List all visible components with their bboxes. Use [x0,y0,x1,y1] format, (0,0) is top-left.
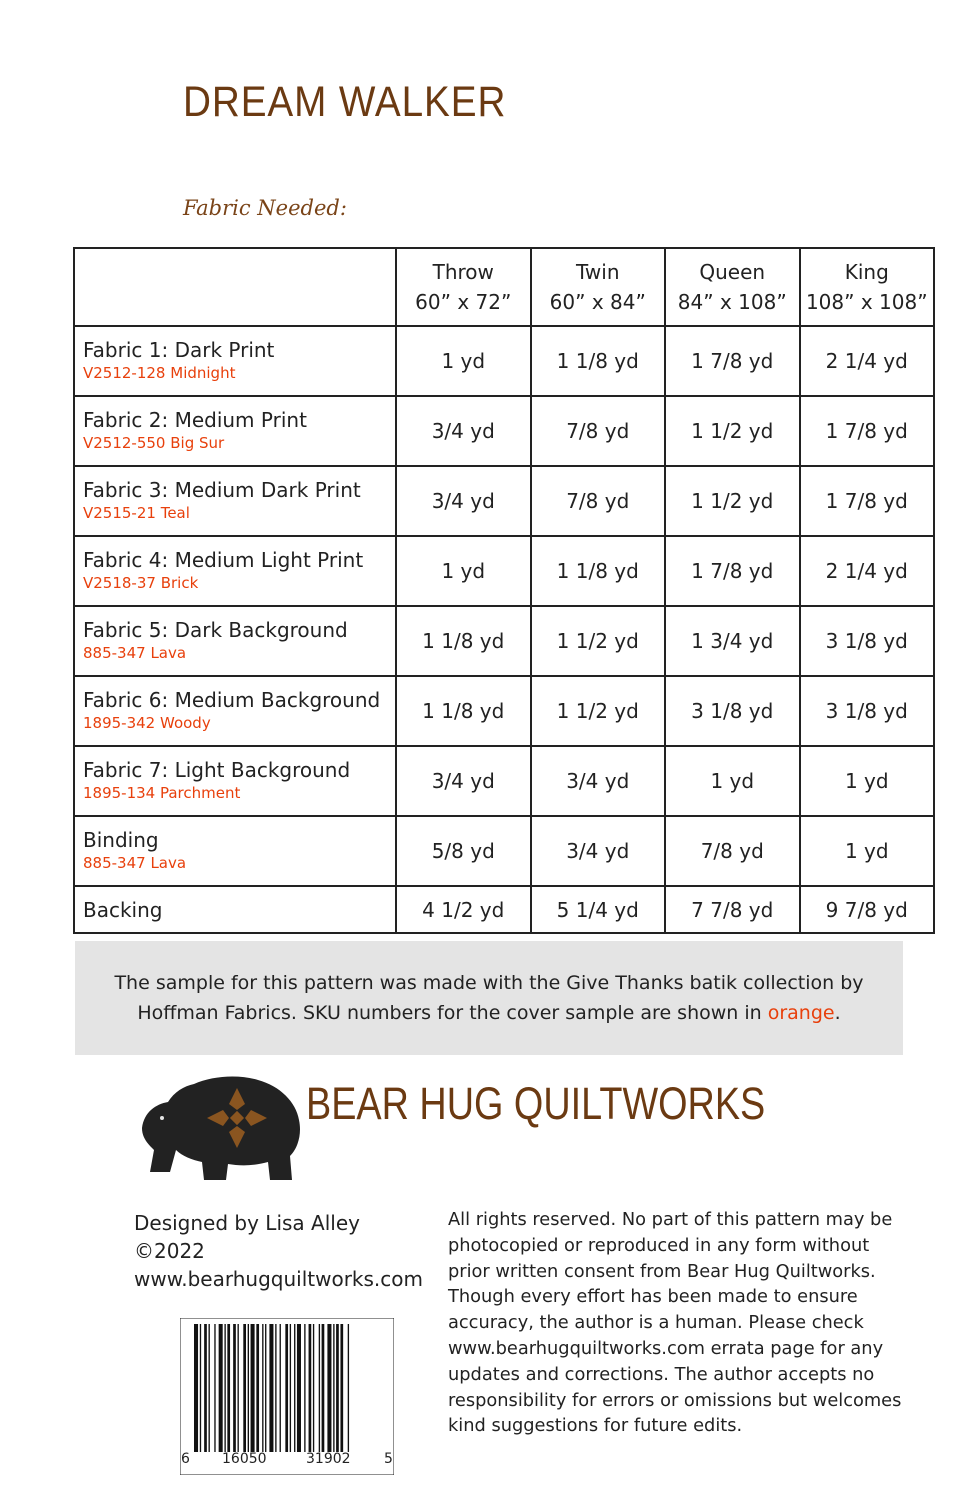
fabric-sku: V2512-128 Midnight [83,364,236,382]
barcode-bar [340,1324,343,1452]
barcode-bar [269,1324,273,1452]
yardage-cell: 1 yd [800,816,935,886]
yardage-cell: 1 1/2 yd [665,466,800,536]
yardage-cell: 1 yd [800,746,935,816]
fabric-sku: V2512-550 Big Sur [83,434,225,452]
fabric-name: Fabric 4: Medium Light Print [83,548,364,572]
barcode-bar [209,1324,210,1452]
yardage-cell: 3 1/8 yd [800,676,935,746]
fabric-name: Fabric 5: Dark Background [83,618,348,642]
fabric-label-cell [74,816,396,886]
yardage-cell: 1 7/8 yd [800,466,935,536]
fabric-sku: V2515-21 Teal [83,504,190,522]
fabric-name: Fabric 3: Medium Dark Print [83,478,361,502]
sample-note [75,941,903,1055]
fabric-label-cell [74,606,396,676]
barcode-bar [238,1324,239,1452]
barcode-bar [297,1324,301,1452]
yardage-cell: 3/4 yd [531,746,666,816]
fabric-label-cell [74,396,396,466]
barcode-bar [248,1324,249,1452]
header-blank-cell [74,248,396,326]
yardage-cell: 1 yd [665,746,800,816]
barcode-bar [200,1324,201,1452]
fabric-sku: 1895-134 Parchment [83,784,241,802]
yardage-cell: 1 1/8 yd [531,326,666,396]
note-line-1: The sample for this pattern was made with the Give Thanks batik collection by [114,972,864,994]
barcode-bar [214,1324,215,1452]
table-row [74,886,934,933]
barcode-bar [275,1324,276,1452]
barcode-digit-first: 6 [181,1451,190,1467]
website-link[interactable]: www.bearhugquiltworks.com [134,1267,423,1291]
barcode-bar [348,1324,349,1452]
yardage-cell: 5/8 yd [396,816,531,886]
barcode-bar [233,1324,236,1452]
yardage-cell: 1 7/8 yd [800,396,935,466]
yardage-cell: 2 1/4 yd [800,326,935,396]
yardage-cell: 1 7/8 yd [665,536,800,606]
barcode-bar [251,1324,255,1452]
table-row [74,326,934,396]
orange-word: orange [767,1002,835,1024]
yardage-cell: 1 yd [396,326,531,396]
barcode-bar [313,1324,314,1452]
pattern-title: DREAM WALKER [183,78,507,126]
table-row [74,606,934,676]
brand-name: BEAR HUG QUILTWORKS [306,1078,766,1129]
barcode-bar [204,1324,207,1452]
yardage-cell: 1 7/8 yd [665,326,800,396]
barcode-bar [194,1324,198,1452]
fabric-label-cell [74,326,396,396]
fabric-name: Fabric 7: Light Background [83,758,351,782]
yardage-cell: 5 1/4 yd [531,886,666,933]
barcode-bar [219,1324,223,1452]
yardage-cell: 3/4 yd [396,396,531,466]
fabric-label-cell [74,466,396,536]
barcode-bar [262,1324,263,1452]
barcode-bar [243,1324,246,1452]
yardage-cell: 3 1/8 yd [800,606,935,676]
header-king: King 108” x 108” [800,248,935,326]
yardage-cell: 3/4 yd [531,816,666,886]
header-queen: Queen 84” x 108” [665,248,800,326]
note-line-2: Hoffman Fabrics. SKU numbers for the cover sample are shown in orange. [137,1002,841,1024]
barcode-bar [290,1324,291,1452]
yardage-cell: 9 7/8 yd [800,886,935,933]
barcode-bar [294,1324,295,1452]
yardage-cell: 1 1/8 yd [531,536,666,606]
fabric-label-cell [74,746,396,816]
fabric-sku: 885-347 Lava [83,854,187,872]
table-row [74,816,934,886]
yardage-cell: 7 7/8 yd [665,886,800,933]
yardage-cell: 1 1/8 yd [396,606,531,676]
yardage-cell: 1 3/4 yd [665,606,800,676]
fabric-label-cell [74,536,396,606]
yardage-cell: 2 1/4 yd [800,536,935,606]
barcode-bar [280,1324,281,1452]
fabric-label-cell [74,886,396,933]
barcode-bar [333,1324,334,1452]
barcode-bar [227,1324,230,1452]
yardage-cell: 3/4 yd [396,746,531,816]
yardage-cell: 1 1/2 yd [665,396,800,466]
yardage-cell: 4 1/2 yd [396,886,531,933]
fabric-name: Fabric 1: Dark Print [83,338,275,362]
barcode-bar [322,1324,325,1452]
barcode-bar [224,1324,225,1452]
fabric-sku: V2518-37 Brick [83,574,199,592]
fabric-sku: 1895-342 Woody [83,714,211,732]
bear-logo-icon [134,1068,304,1188]
credits-block [134,1209,423,1293]
yardage-cell: 7/8 yd [531,396,666,466]
table-row [74,396,934,466]
designer-line: Designed by Lisa Alley [134,1211,360,1235]
table-row [74,746,934,816]
table-row [74,676,934,746]
header-throw: Throw 60” x 72” [396,248,531,326]
yardage-cell: 1 1/2 yd [531,676,666,746]
barcode-bar [265,1324,266,1452]
header-twin: Twin 60” x 84” [531,248,666,326]
barcode-bar [336,1324,339,1452]
yardage-cell: 3/4 yd [396,466,531,536]
yardage-cell: 1 1/2 yd [531,606,666,676]
barcode-bar [309,1324,312,1452]
yardage-cell: 7/8 yd [665,816,800,886]
yardage-cell: 7/8 yd [531,466,666,536]
barcode-bar [304,1324,305,1452]
fabric-needed-heading: Fabric Needed: [183,196,347,220]
table-row [74,466,934,536]
fabric-name: Backing [83,897,163,922]
barcode-digits-right: 31902 [306,1451,351,1467]
yardage-cell: 1 yd [396,536,531,606]
barcode-digit-last: 5 [384,1451,393,1467]
yardage-cell: 1 1/8 yd [396,676,531,746]
yardage-cell: 3 1/8 yd [665,676,800,746]
barcode-digits-left: 16050 [222,1451,267,1467]
table-header-row [74,248,934,326]
barcode-bar [327,1324,331,1452]
fabric-requirements-table [73,247,935,934]
fabric-name: Fabric 2: Medium Print [83,408,307,432]
barcode-image [180,1318,394,1475]
barcode-bar [285,1324,288,1452]
fabric-label-cell [74,676,396,746]
copyright-year: ©2022 [134,1239,205,1263]
table-row [74,536,934,606]
rights-notice: All rights reserved. No part of this pattern may be photocopied or reproduced in any form without prior written consent from Bear Hug Quiltworks. Though every effort has been made to ensure accuracy, the author is a human. Please check www.bearhugquiltworks.com errata page for any updates and corrections. The author accepts no responsibility for errors or omissions but welcomes kind suggestions for future edits. [448,1209,902,1437]
barcode-bar [319,1324,320,1452]
fabric-name: Fabric 6: Medium Background [83,688,381,712]
fabric-sku: 885-347 Lava [83,644,187,662]
barcode-bar [256,1324,259,1452]
fabric-name: Binding [83,828,159,852]
